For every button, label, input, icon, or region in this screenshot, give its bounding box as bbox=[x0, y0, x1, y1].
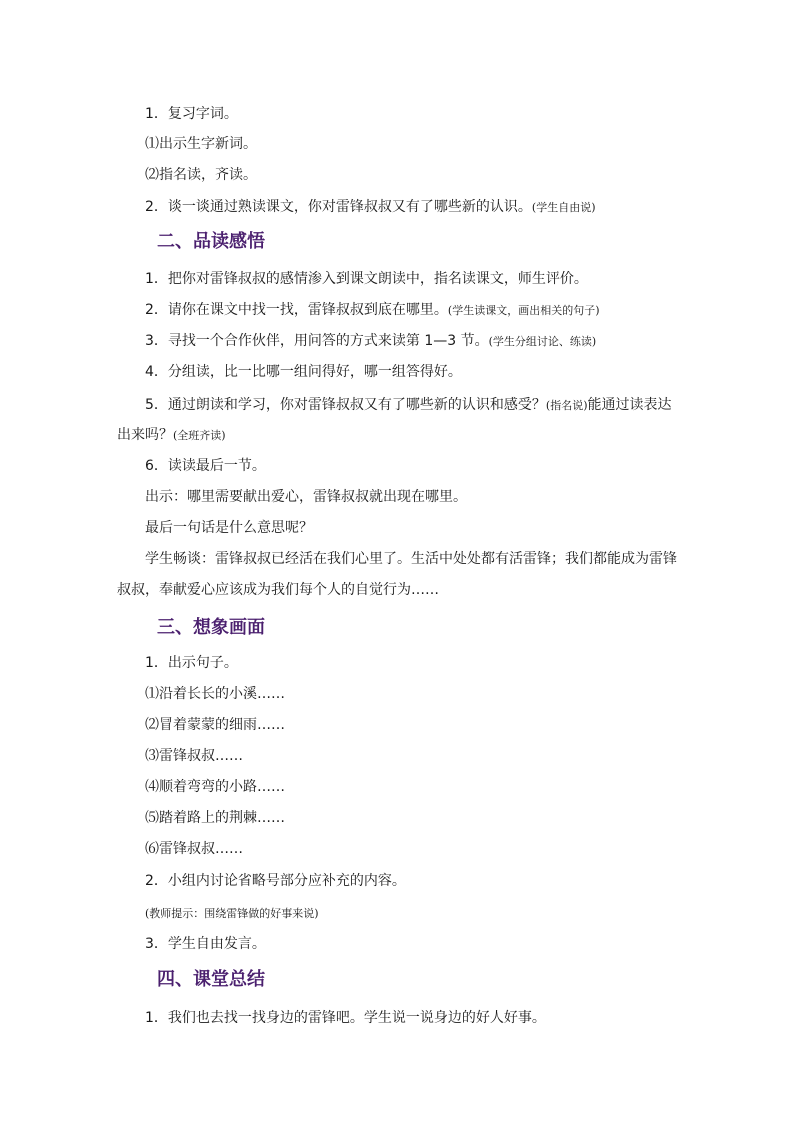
item-group-discuss: 2．小组内讨论省略号部分应补充的内容。 bbox=[145, 873, 406, 889]
student-note: (学生自由说) bbox=[531, 201, 596, 214]
item-student-discussion-cont: 叔叔，奉献爱心应该成为我们每个人的自觉行为…… bbox=[117, 582, 439, 598]
item-review-words: 1．复习字词。 bbox=[145, 106, 238, 122]
teacher-hint: (教师提示：围绕雷锋做的好事来说) bbox=[145, 907, 319, 920]
sentence-5: ⑸踏着路上的荆棘…… bbox=[145, 810, 285, 826]
student-note: (全班齐读) bbox=[173, 429, 226, 442]
line-text: 出来吗？ bbox=[117, 427, 173, 443]
item-free-speech: 3．学生自由发言。 bbox=[145, 936, 266, 952]
student-note: (指名说) bbox=[545, 399, 588, 412]
line-text: 5．通过朗读和学习，你对雷锋叔叔又有了哪些新的认识和感受？ bbox=[145, 397, 546, 413]
sentence-1: ⑴沿着长长的小溪…… bbox=[145, 686, 285, 702]
item-name-read: ⑵指名读，齐读。 bbox=[145, 167, 257, 183]
heading-class-summary: 四、课堂总结 bbox=[157, 969, 265, 990]
sentence-6: ⑹雷锋叔叔…… bbox=[145, 841, 243, 857]
item-show-sentences: 1．出示句子。 bbox=[145, 655, 238, 671]
line-text: 3．寻找一个合作伙伴，用问答的方式来读第 1—3 节。 bbox=[145, 333, 489, 349]
sentence-2: ⑵冒着蒙蒙的细雨…… bbox=[145, 717, 285, 733]
item-talk-new-understanding bbox=[145, 197, 596, 218]
item-student-discussion: 学生畅谈：雷锋叔叔已经活在我们心里了。生活中处处都有活雷锋；我们都能成为雷锋 bbox=[145, 551, 677, 567]
line-text: 2．请你在课文中找一找，雷锋叔叔到底在哪里。 bbox=[145, 302, 448, 318]
line-text: 能通过读表达 bbox=[587, 397, 672, 413]
item-find-leifeng: 1．我们也去找一找身边的雷锋吧。学生说一说身边的好人好事。 bbox=[145, 1010, 546, 1026]
item-question-meaning: 最后一句话是什么意思呢？ bbox=[145, 520, 313, 536]
item-new-feelings bbox=[145, 395, 672, 416]
line-text: 2．谈一谈通过熟读课文，你对雷锋叔叔又有了哪些新的认识。 bbox=[145, 199, 532, 215]
sentence-4: ⑷顺着弯弯的小路…… bbox=[145, 779, 285, 795]
item-read-last-section: 6．读读最后一节。 bbox=[145, 458, 266, 474]
item-new-feelings-cont bbox=[117, 425, 226, 446]
student-note: (学生读课文，画出相关的句子) bbox=[447, 304, 600, 317]
item-emotional-reading: 1．把你对雷锋叔叔的感情渗入到课文朗读中，指名读课文，师生评价。 bbox=[145, 271, 588, 287]
item-show-new-words: ⑴出示生字新词。 bbox=[145, 136, 257, 152]
item-show-sentence: 出示：哪里需要献出爱心，雷锋叔叔就出现在哪里。 bbox=[145, 489, 467, 505]
item-group-reading: 4．分组读，比一比哪一组问得好，哪一组答得好。 bbox=[145, 364, 462, 380]
heading-imagine-picture: 三、想象画面 bbox=[157, 617, 265, 638]
item-partner-reading bbox=[145, 331, 596, 352]
item-find-in-text bbox=[145, 300, 600, 321]
student-note: (学生分组讨论、练读) bbox=[488, 335, 597, 348]
heading-read-and-feel: 二、品读感悟 bbox=[157, 231, 265, 252]
sentence-3: ⑶雷锋叔叔…… bbox=[145, 748, 243, 764]
